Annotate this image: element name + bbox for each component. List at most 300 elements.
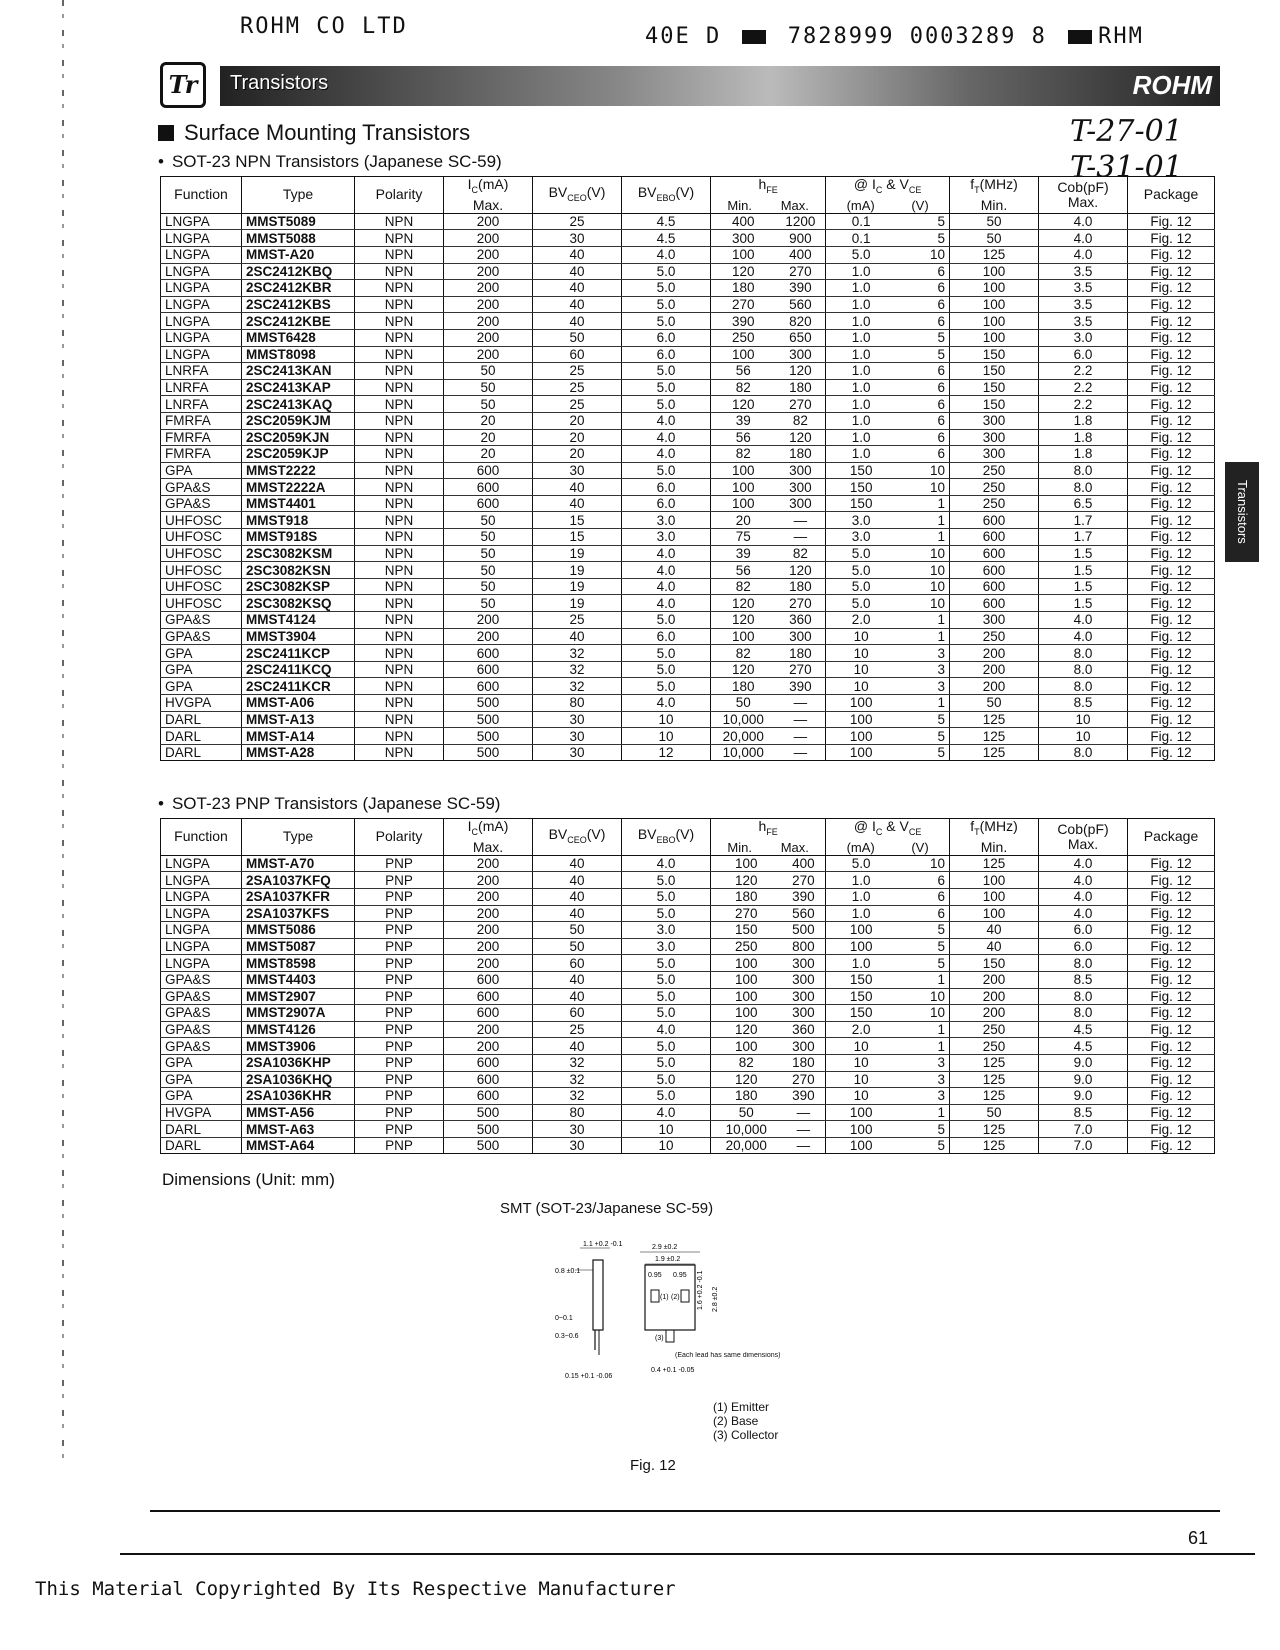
- cell-hfe-max: 180: [782, 1054, 826, 1071]
- cell-bvceo: 19: [533, 578, 622, 595]
- table-row: [161, 988, 1215, 1005]
- cell-bvceo: 25: [533, 612, 622, 629]
- handwritten-note: T-27-01: [1070, 114, 1183, 149]
- table-row: [161, 678, 1215, 695]
- cell-bvebo: 5.0: [622, 280, 711, 297]
- cell-package: Fig. 12: [1128, 412, 1215, 429]
- cell-bvceo: 80: [533, 1104, 622, 1121]
- cell-hfe-max: —: [775, 512, 825, 529]
- cell-bvceo: 25: [533, 379, 622, 396]
- cell-ic-ma: 5.0: [826, 855, 896, 872]
- cell-ft: 125: [950, 1071, 1039, 1088]
- cell-bvebo: 5.0: [622, 645, 711, 662]
- cell-vce: 5: [896, 728, 949, 745]
- cell-ft: 300: [950, 412, 1039, 429]
- cell-type: 2SA1037KFR: [242, 888, 355, 905]
- npn-subtitle: • SOT-23 NPN Transistors (Japanese SC-59): [158, 152, 502, 172]
- table-row: [161, 612, 1215, 629]
- cell-function: LNGPA: [161, 313, 242, 330]
- cell-ft: 100: [950, 905, 1039, 922]
- cell-type: MMST-A13: [242, 711, 355, 728]
- cell-package: Fig. 12: [1128, 855, 1215, 872]
- cell-cob: 1.8: [1039, 446, 1128, 463]
- cell-hfe-max: 360: [775, 612, 825, 629]
- col-hfe: $h_{FE}$ Min. Max.: [711, 819, 826, 856]
- cell-bvceo: 40: [533, 855, 622, 872]
- cell-cob: 4.0: [1039, 213, 1128, 230]
- cell-bvebo: 5.0: [622, 263, 711, 280]
- cell-hfe-min: 180: [711, 1088, 782, 1105]
- cell-bvceo: 30: [533, 230, 622, 247]
- cell-cob: 8.0: [1039, 661, 1128, 678]
- cell-bvceo: 15: [533, 512, 622, 529]
- cell-package: Fig. 12: [1128, 628, 1215, 645]
- cell-polarity: NPN: [355, 329, 444, 346]
- cell-type: 2SC2412KBE: [242, 313, 355, 330]
- cell-bvebo: 10: [622, 711, 711, 728]
- cell-package: Fig. 12: [1128, 479, 1215, 496]
- cell-ft: 150: [950, 346, 1039, 363]
- cell-hfe-max: —: [782, 1104, 826, 1121]
- cell-ft: 200: [950, 678, 1039, 695]
- cell-ft: 600: [950, 595, 1039, 612]
- cell-type: MMST4403: [242, 971, 355, 988]
- table-row: [161, 695, 1215, 712]
- cell-package: Fig. 12: [1128, 280, 1215, 297]
- cell-hfe-max: 120: [775, 429, 825, 446]
- cell-type: MMST6428: [242, 329, 355, 346]
- cell-type: 2SA1037KFQ: [242, 872, 355, 889]
- cell-bvebo: 4.0: [622, 545, 711, 562]
- cell-ic-ma: 1.0: [826, 872, 896, 889]
- cell-ic: 200: [444, 905, 533, 922]
- cell-bvebo: 4.5: [622, 213, 711, 230]
- cell-function: FMRFA: [161, 412, 242, 429]
- pin-legend-item: (2) Base: [713, 1414, 759, 1428]
- cell-hfe-min: 100: [711, 955, 782, 972]
- cell-ic: 50: [444, 595, 533, 612]
- table-row: [161, 645, 1215, 662]
- cell-cob: 8.0: [1039, 479, 1128, 496]
- cell-ic-ma: 1.0: [826, 412, 896, 429]
- cell-cob: 1.8: [1039, 412, 1128, 429]
- cell-ic: 50: [444, 396, 533, 413]
- table-row: [161, 711, 1215, 728]
- cell-vce: 3: [896, 1071, 949, 1088]
- cell-ic-ma: 1.0: [826, 429, 896, 446]
- cell-ic: 600: [444, 1088, 533, 1105]
- cell-ic: 200: [444, 612, 533, 629]
- cell-ic: 200: [444, 938, 533, 955]
- cell-polarity: NPN: [355, 578, 444, 595]
- pin-legend-item: (1) Emitter: [713, 1400, 770, 1414]
- cell-bvebo: 5.0: [622, 955, 711, 972]
- cell-ft: 600: [950, 529, 1039, 546]
- cell-bvebo: 5.0: [622, 462, 711, 479]
- cell-ft: 100: [950, 329, 1039, 346]
- table-row: [161, 379, 1215, 396]
- cell-function: LNGPA: [161, 855, 242, 872]
- cell-type: 2SA1037KFS: [242, 905, 355, 922]
- cell-vce: 6: [896, 446, 949, 463]
- cell-hfe-min: 100: [711, 1038, 782, 1055]
- cell-bvceo: 40: [533, 905, 622, 922]
- cell-hfe-min: 180: [711, 678, 776, 695]
- cell-package: Fig. 12: [1128, 744, 1215, 761]
- cell-function: GPA&S: [161, 1038, 242, 1055]
- cell-bvebo: 5.0: [622, 678, 711, 695]
- cell-cob: 8.0: [1039, 955, 1128, 972]
- cell-ft: 40: [950, 922, 1039, 939]
- cell-bvceo: 25: [533, 396, 622, 413]
- cell-bvebo: 3.0: [622, 529, 711, 546]
- cell-ic-ma: 10: [826, 645, 896, 662]
- cell-package: Fig. 12: [1128, 922, 1215, 939]
- cell-type: 2SC2411KCQ: [242, 661, 355, 678]
- cell-polarity: NPN: [355, 280, 444, 297]
- cell-cob: 2.2: [1039, 379, 1128, 396]
- cell-bvceo: 60: [533, 1005, 622, 1022]
- table-row: [161, 595, 1215, 612]
- cell-function: UHFOSC: [161, 545, 242, 562]
- cell-ft: 50: [950, 1104, 1039, 1121]
- cell-package: Fig. 12: [1128, 1021, 1215, 1038]
- cell-polarity: PNP: [355, 1071, 444, 1088]
- cell-function: GPA: [161, 645, 242, 662]
- col-polarity: Polarity: [355, 819, 444, 856]
- table-row: [161, 1054, 1215, 1071]
- cell-ft: 250: [950, 495, 1039, 512]
- cell-hfe-min: 82: [711, 446, 776, 463]
- cell-function: LNGPA: [161, 922, 242, 939]
- cell-vce: 6: [896, 313, 949, 330]
- cell-vce: 6: [896, 905, 949, 922]
- cell-hfe-min: 100: [711, 628, 776, 645]
- cell-ic: 600: [444, 495, 533, 512]
- cell-vce: 1: [896, 1104, 949, 1121]
- lead-3: [666, 1330, 674, 1342]
- cell-vce: 1: [896, 628, 949, 645]
- cell-package: Fig. 12: [1128, 1005, 1215, 1022]
- cell-hfe-min: 10,000: [711, 744, 776, 761]
- cell-polarity: NPN: [355, 661, 444, 678]
- cell-bvebo: 6.0: [622, 346, 711, 363]
- cell-bvebo: 3.0: [622, 938, 711, 955]
- cell-bvceo: 60: [533, 346, 622, 363]
- cell-bvceo: 32: [533, 678, 622, 695]
- cell-ic: 600: [444, 479, 533, 496]
- cell-ft: 150: [950, 955, 1039, 972]
- col-hfe: $h_{FE}$ Min. Max.: [711, 177, 826, 214]
- cell-polarity: PNP: [355, 922, 444, 939]
- cell-ic-ma: 1.0: [826, 329, 896, 346]
- cell-ft: 200: [950, 645, 1039, 662]
- cell-hfe-min: 270: [711, 296, 776, 313]
- cell-bvebo: 5.0: [622, 872, 711, 889]
- cell-ft: 40: [950, 938, 1039, 955]
- cell-polarity: NPN: [355, 479, 444, 496]
- table-row: [161, 280, 1215, 297]
- redaction-block: [742, 30, 766, 44]
- cell-bvceo: 50: [533, 922, 622, 939]
- cell-bvebo: 10: [622, 1121, 711, 1138]
- cell-cob: 10: [1039, 711, 1128, 728]
- cell-bvebo: 5.0: [622, 888, 711, 905]
- cell-ic-ma: 100: [826, 922, 896, 939]
- cell-polarity: PNP: [355, 888, 444, 905]
- cell-cob: 4.0: [1039, 628, 1128, 645]
- cell-hfe-min: 56: [711, 562, 776, 579]
- cell-vce: 5: [896, 1121, 949, 1138]
- cell-ft: 100: [950, 888, 1039, 905]
- cell-hfe-min: 20,000: [711, 1137, 782, 1154]
- table-row: [161, 922, 1215, 939]
- cell-polarity: PNP: [355, 1121, 444, 1138]
- cell-cob: 1.5: [1039, 595, 1128, 612]
- cell-cob: 1.5: [1039, 545, 1128, 562]
- cell-hfe-max: —: [782, 1121, 826, 1138]
- cell-hfe-max: 270: [775, 263, 825, 280]
- col-ft: $f_T(MHz)$ Min.: [950, 177, 1039, 214]
- table-row: [161, 562, 1215, 579]
- pin-legend-item: (3) Collector: [713, 1428, 779, 1442]
- cell-package: Fig. 12: [1128, 645, 1215, 662]
- cell-bvceo: 40: [533, 628, 622, 645]
- cell-function: UHFOSC: [161, 578, 242, 595]
- cell-type: 2SC2412KBR: [242, 280, 355, 297]
- cell-bvebo: 4.0: [622, 578, 711, 595]
- cell-type: 2SA1036KHQ: [242, 1071, 355, 1088]
- cell-polarity: NPN: [355, 562, 444, 579]
- cell-hfe-min: 100: [711, 495, 776, 512]
- square-bullet-icon: [158, 125, 174, 141]
- cell-type: 2SC3082KSP: [242, 578, 355, 595]
- col-condition: @ $I_C$ & $V_{CE}$ (mA) (V): [826, 819, 950, 856]
- cell-bvebo: 5.0: [622, 1071, 711, 1088]
- cell-polarity: NPN: [355, 396, 444, 413]
- cell-package: Fig. 12: [1128, 728, 1215, 745]
- cell-vce: 1: [896, 529, 949, 546]
- cell-ft: 300: [950, 429, 1039, 446]
- pin-label: (1): [660, 1294, 669, 1301]
- cell-ic-ma: 100: [826, 1121, 896, 1138]
- cell-ic-ma: 3.0: [826, 512, 896, 529]
- cell-function: DARL: [161, 728, 242, 745]
- dim-label: 1.6 +0.2 -0.1: [697, 1270, 704, 1310]
- cell-type: MMST-A64: [242, 1137, 355, 1154]
- cell-hfe-min: 82: [711, 578, 776, 595]
- cell-ic: 200: [444, 1021, 533, 1038]
- cell-type: MMST8598: [242, 955, 355, 972]
- cell-type: MMST918S: [242, 529, 355, 546]
- cell-bvceo: 40: [533, 988, 622, 1005]
- cell-vce: 5: [896, 744, 949, 761]
- cell-cob: 8.5: [1039, 971, 1128, 988]
- cell-bvebo: 4.0: [622, 1021, 711, 1038]
- cell-hfe-min: 150: [711, 922, 782, 939]
- cell-cob: 4.0: [1039, 872, 1128, 889]
- footer-rule: [120, 1553, 1255, 1555]
- cell-hfe-min: 100: [711, 346, 776, 363]
- cell-cob: 8.0: [1039, 678, 1128, 695]
- cell-cob: 3.5: [1039, 263, 1128, 280]
- table-row: [161, 495, 1215, 512]
- cell-cob: 7.0: [1039, 1121, 1128, 1138]
- cell-ft: 250: [950, 1038, 1039, 1055]
- side-body: [593, 1260, 603, 1330]
- cell-hfe-max: —: [775, 744, 825, 761]
- cell-ic: 200: [444, 213, 533, 230]
- cell-package: Fig. 12: [1128, 1038, 1215, 1055]
- table-row: [161, 429, 1215, 446]
- cell-vce: 3: [896, 645, 949, 662]
- cell-ft: 50: [950, 230, 1039, 247]
- cell-function: LNGPA: [161, 346, 242, 363]
- cell-type: MMST4126: [242, 1021, 355, 1038]
- doc-tail: RHM: [1098, 24, 1144, 49]
- cell-function: DARL: [161, 744, 242, 761]
- cell-vce: 10: [896, 855, 949, 872]
- col-condition: @ $I_C$ & $V_{CE}$ (mA) (V): [826, 177, 950, 214]
- cell-ic: 50: [444, 529, 533, 546]
- cell-bvceo: 50: [533, 329, 622, 346]
- cell-hfe-max: 300: [782, 988, 826, 1005]
- cell-vce: 1: [896, 512, 949, 529]
- cell-ft: 200: [950, 1005, 1039, 1022]
- cell-vce: 6: [896, 872, 949, 889]
- cell-type: MMST-A70: [242, 855, 355, 872]
- cell-type: 2SA1036KHR: [242, 1088, 355, 1105]
- cell-package: Fig. 12: [1128, 263, 1215, 280]
- cell-hfe-max: 300: [782, 971, 826, 988]
- cell-ft: 100: [950, 313, 1039, 330]
- cell-hfe-max: 360: [782, 1021, 826, 1038]
- dim-label: 0.15 +0.1 -0.06: [565, 1373, 613, 1380]
- cell-bvceo: 20: [533, 412, 622, 429]
- cell-ic-ma: 1.0: [826, 363, 896, 380]
- cell-hfe-min: 75: [711, 529, 776, 546]
- cell-ic-ma: 150: [826, 1005, 896, 1022]
- handwritten-note: T-31-01: [1070, 150, 1183, 185]
- cell-hfe-min: 120: [711, 595, 776, 612]
- cell-package: Fig. 12: [1128, 462, 1215, 479]
- cell-ic-ma: 10: [826, 678, 896, 695]
- cell-cob: 4.5: [1039, 1038, 1128, 1055]
- cell-hfe-max: 300: [782, 955, 826, 972]
- cell-type: 2SC2059KJN: [242, 429, 355, 446]
- cell-polarity: NPN: [355, 645, 444, 662]
- cell-ic-ma: 100: [826, 711, 896, 728]
- col-type: Type: [242, 177, 355, 214]
- cell-bvceo: 50: [533, 938, 622, 955]
- cell-hfe-min: 82: [711, 645, 776, 662]
- cell-polarity: NPN: [355, 296, 444, 313]
- cell-vce: 6: [896, 412, 949, 429]
- col-package: Package: [1128, 177, 1215, 214]
- cell-package: Fig. 12: [1128, 396, 1215, 413]
- cell-bvebo: 3.0: [622, 512, 711, 529]
- cell-ft: 125: [950, 711, 1039, 728]
- cell-ic: 200: [444, 922, 533, 939]
- cell-package: Fig. 12: [1128, 213, 1215, 230]
- cell-bvceo: 19: [533, 595, 622, 612]
- cell-vce: 6: [896, 296, 949, 313]
- col-ic: $I_C(mA)$ Max.: [444, 177, 533, 214]
- cell-hfe-min: 82: [711, 1054, 782, 1071]
- cell-bvebo: 5.0: [622, 1005, 711, 1022]
- cell-package: Fig. 12: [1128, 905, 1215, 922]
- cell-hfe-max: 82: [775, 412, 825, 429]
- cell-vce: 3: [896, 1088, 949, 1105]
- cell-type: MMST5088: [242, 230, 355, 247]
- cell-function: LNGPA: [161, 888, 242, 905]
- cell-hfe-min: 50: [711, 1104, 782, 1121]
- cell-ic: 200: [444, 1038, 533, 1055]
- col-ft: $f_T(MHz)$ Min.: [950, 819, 1039, 856]
- cell-bvceo: 40: [533, 971, 622, 988]
- col-polarity: Polarity: [355, 177, 444, 214]
- doc-code: 7828999 0003289 8: [787, 24, 1047, 49]
- cell-polarity: NPN: [355, 313, 444, 330]
- cell-vce: 10: [896, 988, 949, 1005]
- cell-function: GPA: [161, 1088, 242, 1105]
- cell-hfe-max: 390: [782, 888, 826, 905]
- cell-cob: 9.0: [1039, 1088, 1128, 1105]
- cell-bvceo: 40: [533, 1038, 622, 1055]
- table-row: [161, 545, 1215, 562]
- cell-polarity: PNP: [355, 1088, 444, 1105]
- cell-ft: 100: [950, 263, 1039, 280]
- table-row: [161, 396, 1215, 413]
- cell-function: LNGPA: [161, 280, 242, 297]
- cell-ic-ma: 100: [826, 744, 896, 761]
- cell-hfe-min: 100: [711, 246, 776, 263]
- cell-function: LNGPA: [161, 955, 242, 972]
- cell-ic-ma: 10: [826, 1054, 896, 1071]
- cell-bvceo: 30: [533, 1137, 622, 1154]
- cell-polarity: NPN: [355, 263, 444, 280]
- cell-package: Fig. 12: [1128, 612, 1215, 629]
- cell-ic: 200: [444, 313, 533, 330]
- dim-label: 0.8 ±0.1: [555, 1268, 581, 1275]
- cell-package: Fig. 12: [1128, 313, 1215, 330]
- cell-function: GPA&S: [161, 988, 242, 1005]
- pnp-table: [160, 818, 1215, 1154]
- cell-bvceo: 40: [533, 888, 622, 905]
- cell-bvceo: 25: [533, 213, 622, 230]
- section-title-text: Surface Mounting Transistors: [184, 120, 471, 145]
- cell-cob: 9.0: [1039, 1054, 1128, 1071]
- cell-bvebo: 12: [622, 744, 711, 761]
- dim-label: 1.1 +0.2 -0.1: [583, 1241, 623, 1248]
- cell-hfe-max: —: [775, 529, 825, 546]
- cell-hfe-min: 120: [711, 263, 776, 280]
- cell-ic: 200: [444, 628, 533, 645]
- cell-ic: 200: [444, 855, 533, 872]
- cell-ft: 100: [950, 872, 1039, 889]
- cell-function: GPA&S: [161, 628, 242, 645]
- package-caption: SMT (SOT-23/Japanese SC-59): [500, 1200, 714, 1217]
- cell-ic-ma: 1.0: [826, 446, 896, 463]
- table-row: [161, 313, 1215, 330]
- cell-package: Fig. 12: [1128, 1071, 1215, 1088]
- cell-ic-ma: 1.0: [826, 888, 896, 905]
- cell-hfe-min: 100: [711, 1005, 782, 1022]
- cell-ic: 200: [444, 888, 533, 905]
- cell-ft: 125: [950, 246, 1039, 263]
- pin-label: (2): [671, 1294, 680, 1301]
- cell-polarity: PNP: [355, 1038, 444, 1055]
